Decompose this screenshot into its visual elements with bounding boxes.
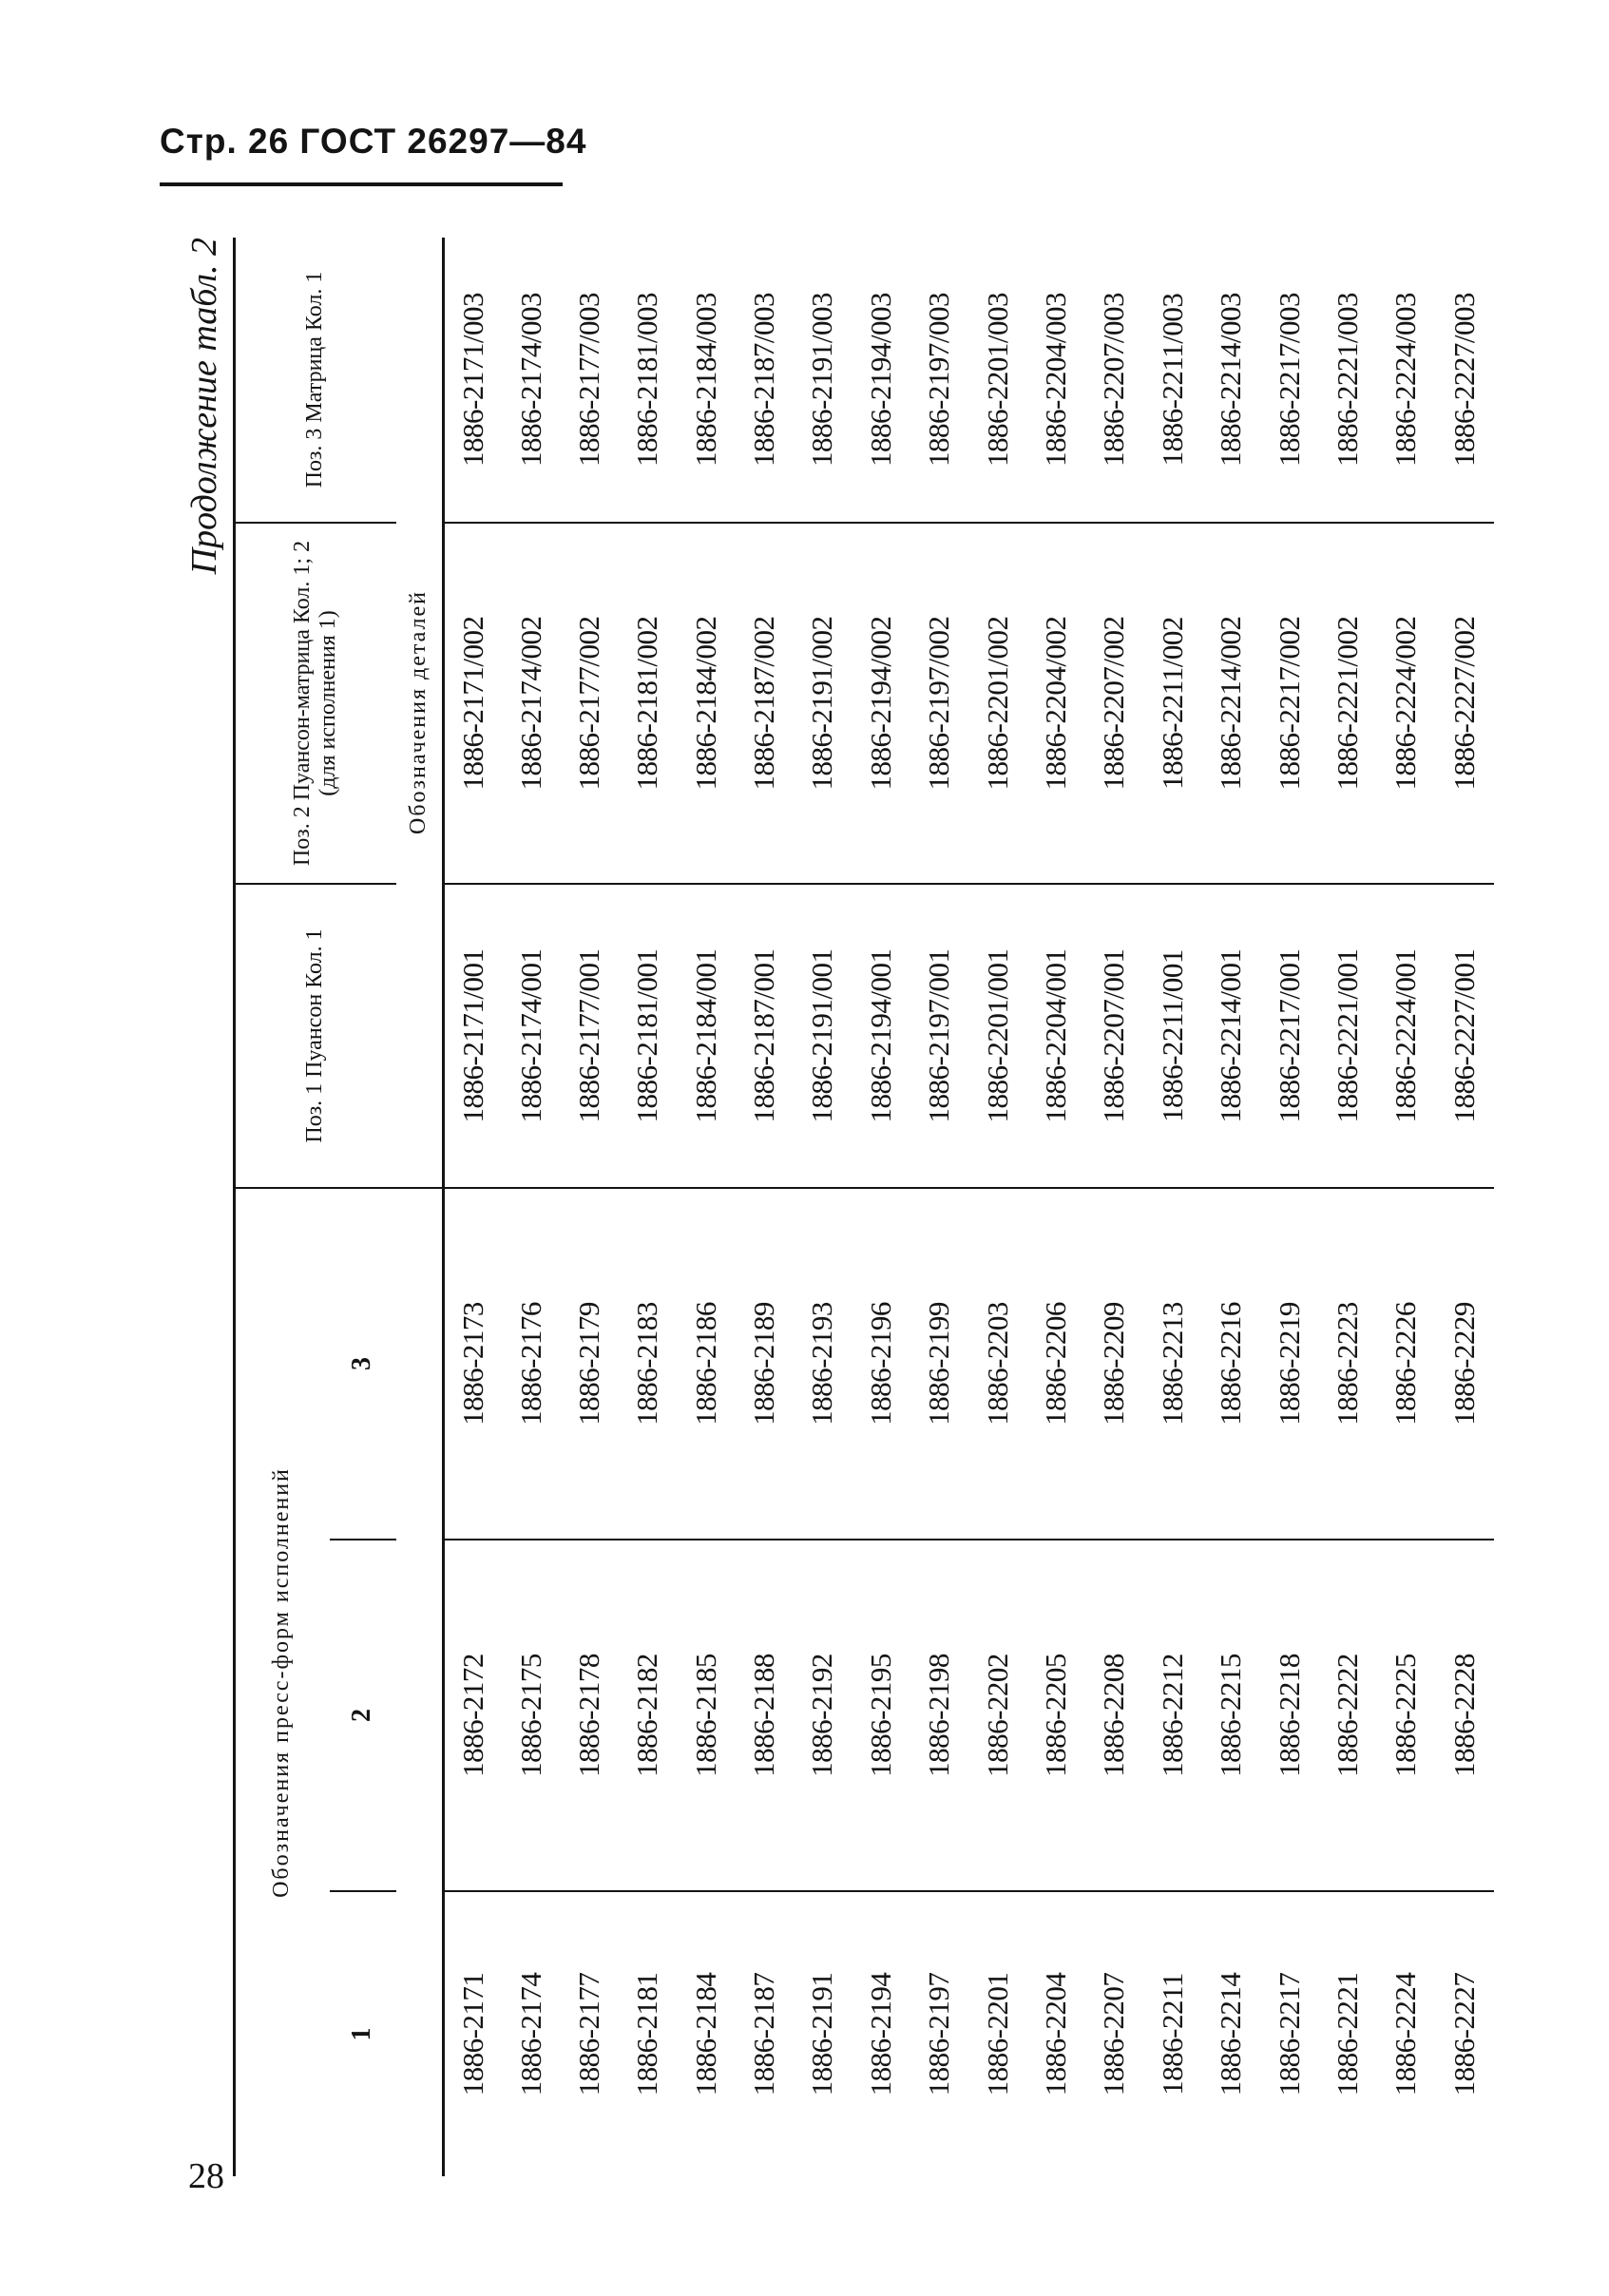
cell-pos1-punch: 1886-2207/001 <box>1085 884 1143 1188</box>
cell-variant-2: 1886-2215 <box>1202 1540 1260 1891</box>
table-row <box>444 238 502 2176</box>
header-spacer <box>396 1188 444 2176</box>
rotated-table-block <box>184 238 1481 2176</box>
cell-variant-3: 1886-2199 <box>910 1188 968 1540</box>
cell-variant-3: 1886-2193 <box>794 1188 852 1540</box>
cell-variant-1: 1886-2214 <box>1214 1972 1248 2096</box>
cell-variant-3: 1886-2209 <box>1085 1188 1143 1540</box>
cell-variant-1: 1886-2224 <box>1389 1972 1423 2096</box>
cell-pos2-punch-die: 1886-2194/002 <box>852 523 910 884</box>
cell-pos2-punch-die: 1886-2211/002 <box>1143 523 1201 884</box>
cell-variant-2: 1886-2208 <box>1085 1540 1143 1891</box>
header-variant-designations: Обозначения пресс-форм исполнений <box>235 1188 330 2176</box>
table-row <box>1260 238 1318 2176</box>
cell-variant-1: 1886-2184 <box>688 1972 722 2096</box>
cell-variant-3: 1886-2196 <box>852 1188 910 1540</box>
cell-variant-2: 1886-2205 <box>1026 1540 1084 1891</box>
cell-pos2-punch-die: 1886-2171/002 <box>444 523 502 884</box>
cell-pos2-punch-die: 1886-2207/002 <box>1085 523 1143 884</box>
cell-pos2-punch-die: 1886-2201/002 <box>968 523 1026 884</box>
cell-pos3-die: 1886-2184/003 <box>677 238 735 523</box>
cell-pos1-punch: 1886-2177/001 <box>560 884 618 1188</box>
cell-pos2-punch-die: 1886-2191/002 <box>794 523 852 884</box>
cell-variant-3: 1886-2183 <box>619 1188 677 1540</box>
table-row <box>619 238 677 2176</box>
cell-pos2-punch-die: 1886-2227/002 <box>1435 523 1493 884</box>
running-head-rule <box>160 182 563 186</box>
table-row <box>677 238 735 2176</box>
cell-pos2-punch-die: 1886-2197/002 <box>910 523 968 884</box>
cell-pos2-punch-die: 1886-2174/002 <box>502 523 560 884</box>
cell-pos1-punch: 1886-2174/001 <box>502 884 560 1188</box>
cell-variant-3: 1886-2219 <box>1260 1188 1318 1540</box>
cell-pos2-punch-die: 1886-2181/002 <box>619 523 677 884</box>
cell-variant-1: 1886-2191 <box>805 1972 839 2096</box>
table-row <box>560 238 618 2176</box>
page-number: 28 <box>188 2156 224 2196</box>
cell-pos1-punch: 1886-2184/001 <box>677 884 735 1188</box>
cell-variant-1: 1886-2181 <box>630 1972 664 2096</box>
cell-variant-3: 1886-2203 <box>968 1188 1026 1540</box>
cell-pos2-punch-die: 1886-2224/002 <box>1377 523 1435 884</box>
table-body <box>235 238 1494 2176</box>
cell-variant-1: 1886-2227 <box>1446 1972 1481 2096</box>
header-variant-2: 2 <box>330 1540 396 1891</box>
cell-pos1-punch: 1886-2221/001 <box>1318 884 1376 1188</box>
header-pos1-punch: Поз. 1 Пуансон Кол. 1 <box>235 884 396 1188</box>
cell-pos3-die: 1886-2197/003 <box>910 238 968 523</box>
running-head: Стр. 26 ГОСТ 26297—84 <box>160 122 587 161</box>
cell-pos3-die: 1886-2174/003 <box>502 238 560 523</box>
cell-variant-3: 1886-2189 <box>735 1188 793 1540</box>
cell-variant-2: 1886-2182 <box>619 1540 677 1891</box>
cell-pos2-punch-die: 1886-2217/002 <box>1260 523 1318 884</box>
cell-pos2-punch-die: 1886-2187/002 <box>735 523 793 884</box>
header-variant-3: 3 <box>330 1188 396 1540</box>
cell-variant-1: 1886-2187 <box>747 1972 781 2096</box>
table-row <box>794 238 852 2176</box>
cell-pos1-punch: 1886-2197/001 <box>910 884 968 1188</box>
cell-pos2-punch-die: 1886-2214/002 <box>1202 523 1260 884</box>
cell-variant-2: 1886-2195 <box>852 1540 910 1891</box>
cell-variant-2: 1886-2188 <box>735 1540 793 1891</box>
table-row <box>1085 238 1143 2176</box>
cell-pos2-punch-die: 1886-2177/002 <box>560 523 618 884</box>
header-variant-1: 1 <box>347 2027 377 2041</box>
cell-variant-3: 1886-2213 <box>1143 1188 1201 1540</box>
cell-variant-2: 1886-2172 <box>444 1540 502 1891</box>
table-row <box>910 238 968 2176</box>
cell-pos1-punch: 1886-2201/001 <box>968 884 1026 1188</box>
designations-table <box>233 238 1494 2176</box>
cell-variant-1: 1886-2177 <box>571 1972 605 2096</box>
cell-pos3-die: 1886-2191/003 <box>794 238 852 523</box>
header-row-1 <box>235 238 330 2176</box>
cell-pos1-punch: 1886-2187/001 <box>735 884 793 1188</box>
cell-pos3-die: 1886-2221/003 <box>1318 238 1376 523</box>
cell-pos3-die: 1886-2171/003 <box>444 238 502 523</box>
cell-pos1-punch: 1886-2191/001 <box>794 884 852 1188</box>
cell-pos1-punch: 1886-2204/001 <box>1026 884 1084 1188</box>
cell-variant-2: 1886-2175 <box>502 1540 560 1891</box>
cell-pos2-punch-die: 1886-2221/002 <box>1318 523 1376 884</box>
header-row-3 <box>396 238 444 2176</box>
cell-variant-1: 1886-2194 <box>863 1972 897 2096</box>
table-row <box>1377 238 1435 2176</box>
cell-variant-1: 1886-2171 <box>455 1972 489 2096</box>
cell-variant-1: 1886-2204 <box>1039 1972 1073 2096</box>
cell-variant-3: 1886-2179 <box>560 1188 618 1540</box>
cell-pos3-die: 1886-2204/003 <box>1026 238 1084 523</box>
cell-variant-2: 1886-2225 <box>1377 1540 1435 1891</box>
cell-pos3-die: 1886-2207/003 <box>1085 238 1143 523</box>
table-row <box>1026 238 1084 2176</box>
cell-variant-2: 1886-2228 <box>1435 1540 1493 1891</box>
cell-pos3-die: 1886-2211/003 <box>1143 238 1201 523</box>
cell-pos1-punch: 1886-2171/001 <box>444 884 502 1188</box>
cell-pos1-punch: 1886-2181/001 <box>619 884 677 1188</box>
cell-variant-3: 1886-2173 <box>444 1188 502 1540</box>
cell-pos3-die: 1886-2201/003 <box>968 238 1026 523</box>
cell-variant-2: 1886-2202 <box>968 1540 1026 1891</box>
cell-variant-1: 1886-2201 <box>980 1972 1014 2096</box>
cell-variant-1: 1886-2197 <box>922 1972 956 2096</box>
cell-variant-3: 1886-2206 <box>1026 1188 1084 1540</box>
cell-variant-1: 1886-2217 <box>1272 1972 1306 2096</box>
cell-variant-2: 1886-2218 <box>1260 1540 1318 1891</box>
table-caption: Продолжение табл. 2 <box>184 238 224 575</box>
cell-pos3-die: 1886-2187/003 <box>735 238 793 523</box>
header-pos2-punch-die: Поз. 2 Пуансон-матрица Кол. 1; 2 (для исполнения 1) <box>235 523 396 884</box>
table-row <box>968 238 1026 2176</box>
table-row <box>1202 238 1260 2176</box>
cell-variant-1: 1886-2207 <box>1097 1972 1131 2096</box>
cell-pos3-die: 1886-2214/003 <box>1202 238 1260 523</box>
cell-variant-3: 1886-2226 <box>1377 1188 1435 1540</box>
cell-pos1-punch: 1886-2194/001 <box>852 884 910 1188</box>
cell-pos1-punch: 1886-2224/001 <box>1377 884 1435 1188</box>
cell-variant-3: 1886-2216 <box>1202 1188 1260 1540</box>
cell-pos1-punch: 1886-2217/001 <box>1260 884 1318 1188</box>
cell-variant-2: 1886-2222 <box>1318 1540 1376 1891</box>
table-row <box>502 238 560 2176</box>
header-pos3-die: Поз. 3 Матрица Кол. 1 <box>235 238 396 523</box>
cell-variant-2: 1886-2185 <box>677 1540 735 1891</box>
cell-pos3-die: 1886-2227/003 <box>1435 238 1493 523</box>
cell-pos1-punch: 1886-2214/001 <box>1202 884 1260 1188</box>
cell-variant-2: 1886-2212 <box>1143 1540 1201 1891</box>
cell-variant-1: 1886-2211 <box>1155 1973 1189 2095</box>
cell-pos2-punch-die: 1886-2204/002 <box>1026 523 1084 884</box>
cell-variant-3: 1886-2176 <box>502 1188 560 1540</box>
cell-variant-2: 1886-2178 <box>560 1540 618 1891</box>
cell-variant-3: 1886-2223 <box>1318 1188 1376 1540</box>
header-details-designations: Обозначения деталей <box>396 238 444 1188</box>
cell-pos3-die: 1886-2194/003 <box>852 238 910 523</box>
cell-variant-2: 1886-2192 <box>794 1540 852 1891</box>
cell-pos1-punch: 1886-2227/001 <box>1435 884 1493 1188</box>
cell-pos1-punch: 1886-2211/001 <box>1143 884 1201 1188</box>
cell-pos2-punch-die: 1886-2184/002 <box>677 523 735 884</box>
cell-variant-3: 1886-2229 <box>1435 1188 1493 1540</box>
cell-variant-1: 1886-2174 <box>513 1972 547 2096</box>
cell-pos3-die: 1886-2181/003 <box>619 238 677 523</box>
cell-variant-1: 1886-2221 <box>1331 1972 1364 2096</box>
table-row <box>1435 238 1493 2176</box>
cell-pos3-die: 1886-2224/003 <box>1377 238 1435 523</box>
table-row <box>852 238 910 2176</box>
table-row <box>1143 238 1201 2176</box>
cell-variant-3: 1886-2186 <box>677 1188 735 1540</box>
cell-pos3-die: 1886-2217/003 <box>1260 238 1318 523</box>
table-row <box>735 238 793 2176</box>
cell-pos3-die: 1886-2177/003 <box>560 238 618 523</box>
table-row <box>1318 238 1376 2176</box>
cell-variant-2: 1886-2198 <box>910 1540 968 1891</box>
